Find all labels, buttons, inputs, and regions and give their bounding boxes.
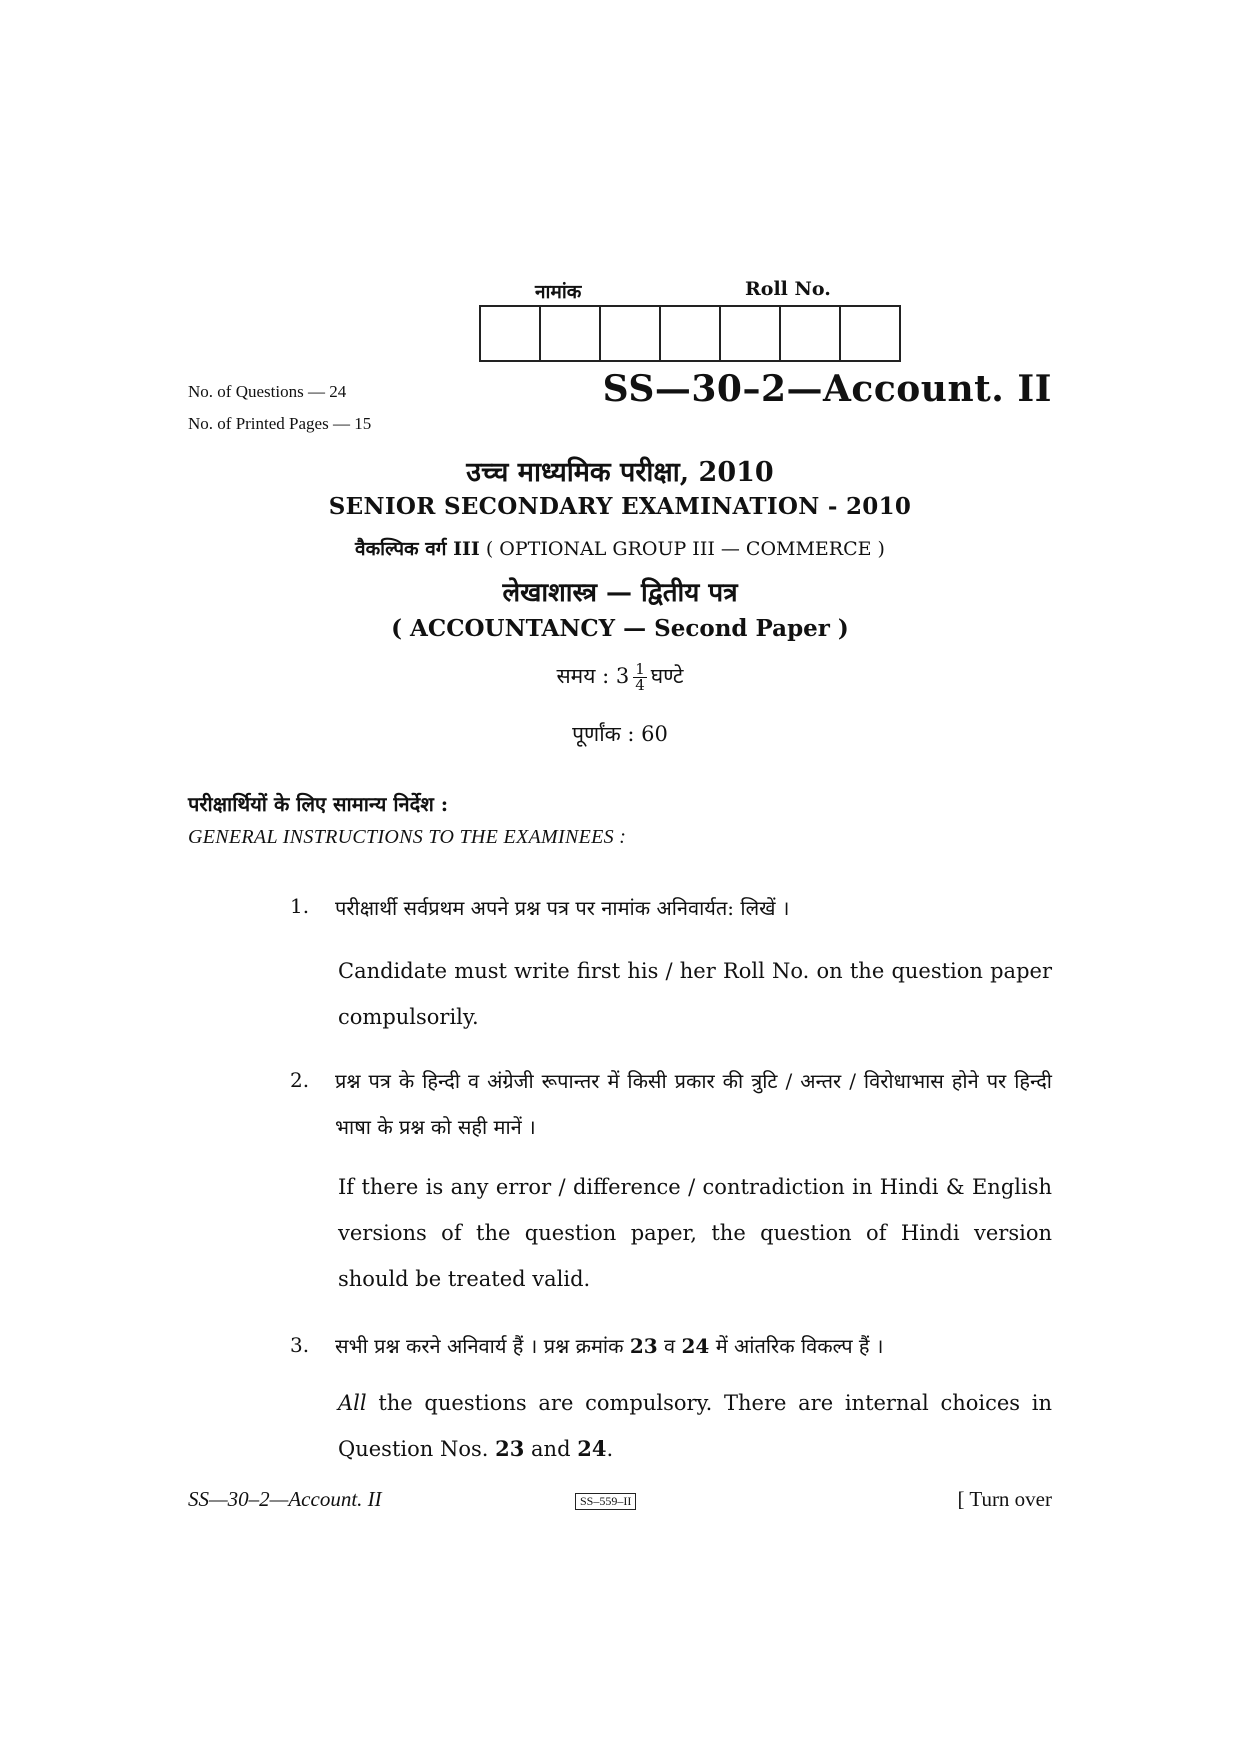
- exam-title-english: SENIOR SECONDARY EXAMINATION - 2010: [328, 493, 912, 520]
- roll-cell[interactable]: [781, 307, 841, 360]
- footer-print-code: SS–559–II: [575, 1493, 636, 1510]
- emphasis-text: All: [338, 1391, 367, 1415]
- time-unit: घण्टे: [650, 664, 684, 688]
- roll-cell[interactable]: [721, 307, 781, 360]
- optional-group: [0, 535, 1240, 561]
- roll-number-grid: [479, 305, 901, 362]
- roll-label-english: Roll No.: [745, 278, 831, 300]
- max-marks: पूर्णांक : 60: [572, 722, 668, 746]
- optional-group-english: ( OPTIONAL GROUP III — COMMERCE ): [485, 538, 885, 560]
- roll-cell[interactable]: [601, 307, 661, 360]
- fraction-denominator: 4: [635, 676, 645, 694]
- instruction-text: .: [606, 1437, 614, 1461]
- roll-cell[interactable]: [481, 307, 541, 360]
- time-fraction: [633, 662, 647, 693]
- question-number: 24: [577, 1436, 607, 1461]
- question-number: 23: [495, 1436, 525, 1461]
- roll-cell[interactable]: [661, 307, 721, 360]
- footer-paper-code: SS—30–2—Account. II: [188, 1487, 382, 1511]
- fraction-numerator: 1: [635, 660, 645, 678]
- instruction-text: सभी प्रश्न करने अनिवार्य हैं । प्रश्न क्रमांक: [335, 1334, 624, 1358]
- instruction-hindi: परीक्षार्थी सर्वप्रथम अपने प्रश्न पत्र पर नामांक अनिवार्यत: लिखें ।: [335, 896, 790, 920]
- roll-box-labels: [535, 278, 935, 302]
- instruction-number: 1.: [290, 894, 310, 918]
- instruction-number: 2.: [290, 1068, 310, 1092]
- time-allowed: [0, 662, 1240, 693]
- roll-label-hindi: नामांक: [535, 281, 582, 303]
- instruction-text: व: [664, 1334, 676, 1358]
- instruction-text: the questions are compulsory. There are internal choices in Question Nos.: [338, 1391, 1052, 1461]
- instruction-text: and: [531, 1437, 571, 1461]
- roll-cell[interactable]: [541, 307, 601, 360]
- instruction-text: में आंतरिक विकल्प हैं ।: [715, 1334, 884, 1358]
- time-label: समय : 3: [556, 664, 630, 688]
- question-number: 24: [681, 1334, 710, 1358]
- question-count: No. of Questions — 24: [188, 382, 347, 401]
- optional-group-hindi: वैकल्पिक वर्ग III: [355, 538, 480, 560]
- paper-title-hindi: लेखाशास्त्र — द्वितीय पत्र: [502, 578, 738, 608]
- exam-title-hindi: उच्च माध्यमिक परीक्षा, 2010: [466, 457, 774, 488]
- instruction-english: [338, 1380, 1052, 1472]
- turn-over-note: [ Turn over: [957, 1487, 1052, 1511]
- instruction-hindi: [335, 1323, 1052, 1369]
- paper-code: SS—30–2—Account. II: [602, 368, 1052, 410]
- instruction-number: 3.: [290, 1333, 310, 1357]
- question-number: 23: [629, 1334, 658, 1358]
- page-count: No. of Printed Pages — 15: [188, 414, 372, 433]
- instruction-english: If there is any error / difference / contradiction in Hindi & English versions of the question paper, the question of Hindi version should be treated valid.: [338, 1175, 1052, 1291]
- instruction-english: Candidate must write first his / her Roll No. on the question paper compulsorily.: [338, 959, 1052, 1029]
- instructions-heading-hindi: परीक्षार्थियों के लिए सामान्य निर्देश :: [188, 792, 449, 816]
- instructions-heading-english: GENERAL INSTRUCTIONS TO THE EXAMINEES :: [188, 826, 627, 848]
- instruction-hindi: प्रश्न पत्र के हिन्दी व अंग्रेजी रूपान्तर में किसी प्रकार की त्रुटि / अन्तर / विरोधाभास होने पर हिन्दी भाषा के प्रश्न को सही मानें ।: [335, 1069, 1052, 1139]
- roll-cell[interactable]: [841, 307, 899, 360]
- paper-title-english: ( ACCOUNTANCY — Second Paper ): [391, 615, 849, 642]
